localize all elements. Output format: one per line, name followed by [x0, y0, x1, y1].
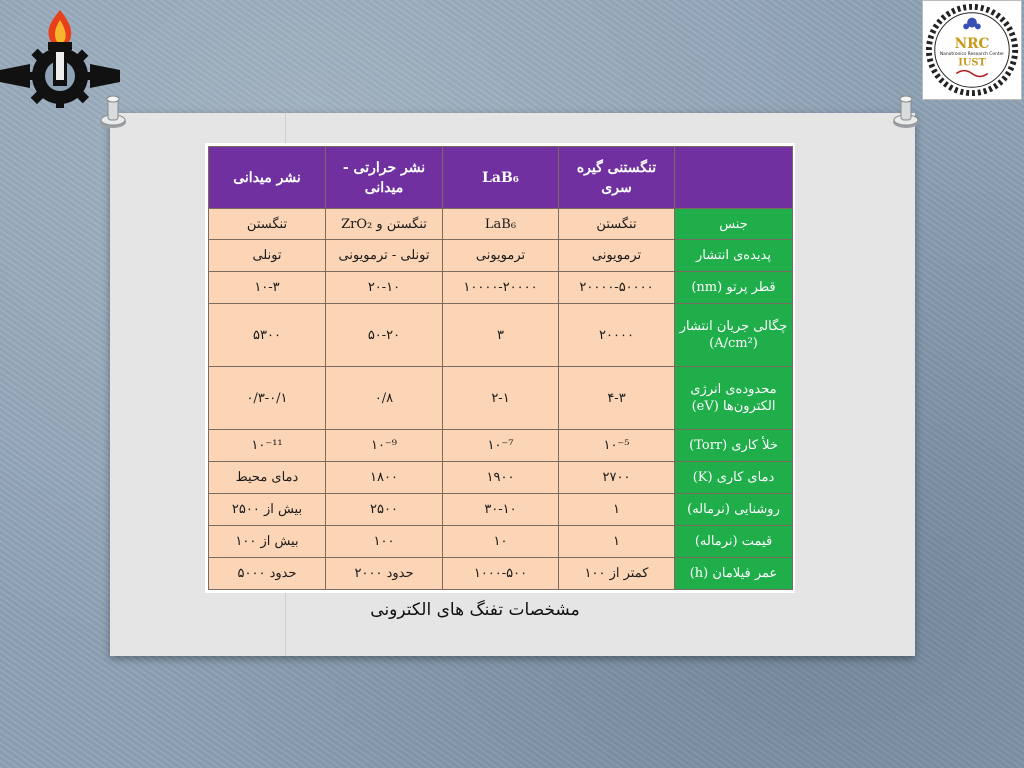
table-row [209, 494, 793, 526]
push-pin-icon [891, 92, 921, 132]
table-cell: ۱۰⁻⁷ [443, 430, 559, 462]
table-cell: تنگستن و ZrO₂ [326, 209, 443, 240]
table-cell: ۱۰⁻⁹ [326, 430, 443, 462]
table-header-cell: LaB₆ [443, 147, 559, 209]
table-cell: ۱۸۰۰ [326, 462, 443, 494]
row-label: قیمت (نرماله) [675, 526, 793, 558]
table-row [209, 526, 793, 558]
table-cell: ۵۰-۲۰ [326, 304, 443, 367]
table-header-cell: تنگستنی گیره سری [559, 147, 675, 209]
table-cell: ۲۰۰۰۰-۵۰۰۰۰ [559, 272, 675, 304]
table-cell: ۱۰⁻⁵ [559, 430, 675, 462]
nrc-logo [922, 0, 1022, 100]
table-cell: ۱۰⁻¹¹ [209, 430, 326, 462]
table-cell: تنگستن [559, 209, 675, 240]
row-label: محدوده‌ی انرژی الکترون‌ها (eV) [675, 367, 793, 430]
row-label: چگالی جریان انتشار (A/cm²) [675, 304, 793, 367]
table-cell: ۱۰ [443, 526, 559, 558]
iust-logo-text: IUST [958, 57, 986, 69]
table-cell: ۱۹۰۰ [443, 462, 559, 494]
table-cell: تونلی [209, 240, 326, 272]
nrc-logo-subtitle: Nanotronics Research Center [939, 51, 1005, 57]
table-cell: ترمویونی [443, 240, 559, 272]
nrc-logo-text: NRC [954, 36, 990, 53]
row-label: خلأ کاری (Torr) [675, 430, 793, 462]
table-cell: ۴-۳ [559, 367, 675, 430]
row-label: دمای کاری (K) [675, 462, 793, 494]
table-cell: ۲۰۰۰۰ [559, 304, 675, 367]
table-cell: ۱ [559, 526, 675, 558]
table-row [209, 367, 793, 430]
row-label: روشنایی (نرماله) [675, 494, 793, 526]
table-cell: ۱۰۰۰۰-۲۰۰۰۰ [443, 272, 559, 304]
table-cell: LaB₆ [443, 209, 559, 240]
row-label: عمر فیلامان (h) [675, 558, 793, 590]
electron-gun-spec-table [208, 146, 793, 590]
table-cell: ۳۰-۱۰ [443, 494, 559, 526]
table-caption: مشخصات تفنگ های الکترونی [370, 600, 580, 620]
table-row [209, 240, 793, 272]
table-cell: ۳ [443, 304, 559, 367]
table-cell: تنگستن [209, 209, 326, 240]
table-row [209, 430, 793, 462]
row-label: قطر پرتو (nm) [675, 272, 793, 304]
table-cell: حدود ۵۰۰۰ [209, 558, 326, 590]
row-label: پدیده‌ی انتشار [675, 240, 793, 272]
table-row [209, 558, 793, 590]
table-cell: ۲۷۰۰ [559, 462, 675, 494]
table-cell: ۵۳۰۰ [209, 304, 326, 367]
table-cell: ۰/۸ [326, 367, 443, 430]
table-cell: کمتر از ۱۰۰ [559, 558, 675, 590]
table-header-cell: نشر میدانی [209, 147, 326, 209]
table-row [209, 304, 793, 367]
table-row [209, 209, 793, 240]
table-cell: بیش از ۱۰۰ [209, 526, 326, 558]
electron-gun-spec-table-image [205, 143, 795, 593]
table-cell: ۱ [559, 494, 675, 526]
table-cell: حدود ۲۰۰۰ [326, 558, 443, 590]
table-cell: دمای محیط [209, 462, 326, 494]
table-cell: بیش از ۲۵۰۰ [209, 494, 326, 526]
table-header-cell: نشر حرارتی - میدانی [326, 147, 443, 209]
table-row [209, 272, 793, 304]
table-header-corner [675, 147, 793, 209]
table-header-row [209, 147, 793, 209]
table-cell: ۱۰-۳ [209, 272, 326, 304]
push-pin-icon [98, 92, 128, 132]
table-row [209, 462, 793, 494]
table-cell: ۰/۳-۰/۱ [209, 367, 326, 430]
row-label: جنس [675, 209, 793, 240]
table-cell: ۱۰۰۰-۵۰۰ [443, 558, 559, 590]
table-cell: ترمویونی [559, 240, 675, 272]
table-cell: ۲۰-۱۰ [326, 272, 443, 304]
table-cell: ۲۵۰۰ [326, 494, 443, 526]
table-cell: تونلی - ترمویونی [326, 240, 443, 272]
table-cell: ۱۰۰ [326, 526, 443, 558]
table-cell: ۲-۱ [443, 367, 559, 430]
